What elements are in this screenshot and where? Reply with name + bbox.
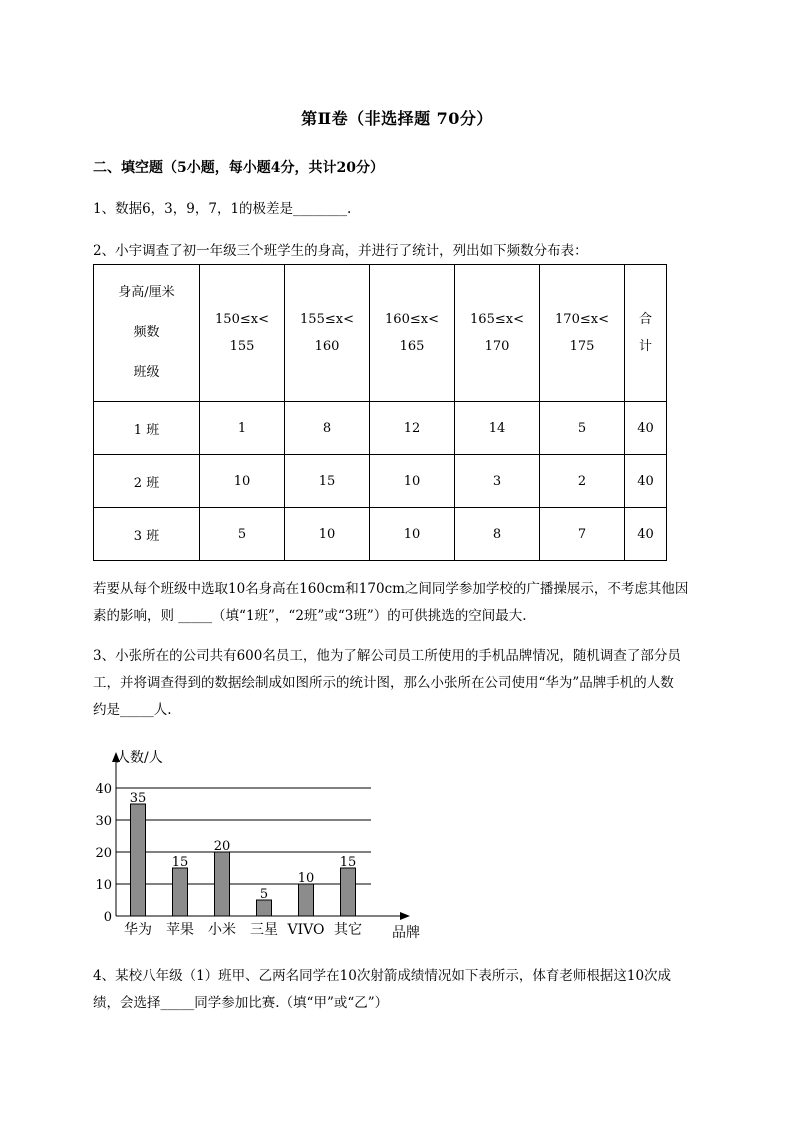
value-cell: 1 [200, 402, 285, 455]
value-cell: 10 [370, 508, 455, 561]
range-2-from: 155≤x< [300, 312, 354, 327]
bar [173, 868, 188, 916]
value-cell: 2 [540, 455, 625, 508]
question-2: 2、小宇调查了初一年级三个班学生的身高，并进行了统计，列出如下频数分布表： [93, 243, 588, 259]
chart-bars [130, 791, 357, 916]
question-1: 1、数据6，3，9，7，1的极差是________. [93, 201, 352, 217]
question-3-line-3: 约是_____人. [93, 702, 172, 718]
frequency-table [93, 264, 667, 561]
value-cell: 15 [285, 455, 370, 508]
x-axis-label: 品牌 [392, 925, 420, 941]
bar [215, 852, 230, 916]
x-tick-label: VIVO [287, 922, 325, 938]
table-row [94, 402, 667, 455]
question-4 [93, 963, 758, 1017]
x-axis-arrow [400, 912, 410, 920]
question-4-line-1: 4、某校八年级（1）班甲、乙两名同学在10次射箭成绩情况如下表所示，体育老师根据这10次成 [93, 968, 672, 984]
value-cell: 10 [370, 455, 455, 508]
range-4-from: 165≤x< [470, 312, 524, 327]
bar [299, 884, 314, 916]
value-cell: 14 [455, 402, 540, 455]
value-cell: 10 [285, 508, 370, 561]
range-3-to: 165 [399, 339, 425, 354]
y-tick-label: 10 [95, 878, 112, 893]
bar [131, 804, 146, 916]
page-title: 第Ⅱ卷（非选择题 70分） [301, 109, 493, 128]
y-tick-label: 30 [95, 814, 112, 829]
total-header-cell [625, 265, 667, 402]
table-row [94, 508, 667, 561]
question-3-line-2: 工，并将调查得到的数据绘制成如图所示的统计图，那么小张所在公司使用“华为”品牌手机的人数 [93, 675, 674, 691]
total-label-2: 计 [638, 339, 652, 354]
x-tick-label: 华为 [124, 922, 152, 938]
y-tick-label: 20 [95, 846, 112, 861]
table-row [94, 455, 667, 508]
chart-grid [116, 788, 371, 884]
brand-bar-chart [86, 740, 436, 950]
data-label: 15 [171, 855, 189, 870]
data-label: 5 [259, 887, 269, 902]
question-3-line-1: 3、小张所在的公司共有600名员工，他为了解公司员工所使用的手机品牌情况，随机调查了部分员 [93, 648, 681, 664]
class-cell: 1 班 [94, 402, 200, 455]
y-tick-label: 0 [103, 910, 112, 925]
data-label: 20 [213, 839, 231, 854]
range-3-from: 160≤x< [385, 312, 439, 327]
range-5-to: 175 [569, 339, 595, 354]
range-1-from: 150≤x< [215, 312, 269, 327]
range-header-cell [370, 265, 455, 402]
x-tick-label: 苹果 [166, 922, 194, 938]
value-cell: 5 [540, 402, 625, 455]
range-header-cell [455, 265, 540, 402]
section-heading: 二、填空题（5小题，每小题4分，共计20分） [93, 160, 384, 176]
class-cell: 3 班 [94, 508, 200, 561]
x-tick-label: 其它 [334, 922, 362, 938]
range-header-cell [285, 265, 370, 402]
question-3 [93, 643, 758, 724]
question-4-line-2: 绩，会选择_____同学参加比赛.（填“甲”或“乙”） [93, 995, 389, 1011]
diagonal-header-cell [94, 265, 200, 402]
range-2-to: 160 [314, 339, 340, 354]
y-axis-label: 人数/人 [116, 750, 163, 766]
range-header-cell [200, 265, 285, 402]
header-height-label: 身高/厘米 [118, 285, 175, 300]
question-2-note [93, 576, 753, 630]
value-cell: 12 [370, 402, 455, 455]
total-cell: 40 [625, 508, 667, 561]
value-cell: 5 [200, 508, 285, 561]
value-cell: 10 [200, 455, 285, 508]
x-tick-label: 小米 [208, 922, 236, 938]
total-label-1: 合 [638, 312, 652, 327]
range-1-to: 155 [229, 339, 255, 354]
value-cell: 8 [285, 402, 370, 455]
header-frequency-label: 频数 [133, 325, 160, 340]
range-4-to: 170 [484, 339, 510, 354]
bar [341, 868, 356, 916]
value-cell: 8 [455, 508, 540, 561]
data-label: 15 [339, 855, 357, 870]
range-header-cell [540, 265, 625, 402]
question-2-note-line-2: 素的影响，则 _____（填“1班”，“2班”或“3班”）的可供挑选的空间最大. [93, 608, 527, 624]
range-5-from: 170≤x< [555, 312, 609, 327]
header-class-label: 班级 [133, 365, 160, 380]
value-cell: 7 [540, 508, 625, 561]
data-label: 35 [129, 791, 147, 806]
question-2-note-line-1: 若要从每个班级中选取10名身高在160cm和170cm之间同学参加学校的广播操展示，不考虑其他因 [93, 581, 689, 597]
total-cell: 40 [625, 402, 667, 455]
x-tick-label: 三星 [250, 922, 278, 938]
table-header-row [94, 265, 667, 402]
value-cell: 3 [455, 455, 540, 508]
total-cell: 40 [625, 455, 667, 508]
data-label: 10 [297, 871, 315, 886]
y-tick-label: 40 [95, 782, 112, 797]
class-cell: 2 班 [94, 455, 200, 508]
bar [257, 900, 272, 916]
